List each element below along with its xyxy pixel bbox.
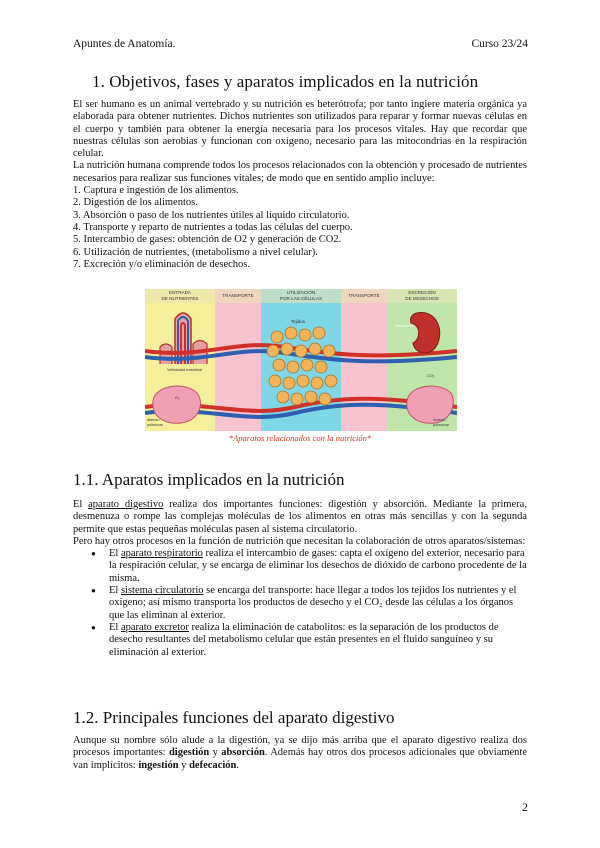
col3-line1: UTILIZACIÓN	[286, 290, 316, 295]
col3-line2: POR LAS CÉLULAS	[279, 296, 323, 301]
link-aparato-respiratorio: aparato respiratorio	[120, 548, 203, 560]
term-absorcion: absorción	[221, 747, 265, 759]
link-sistema-circulatorio: sistema circulatorio	[120, 585, 204, 597]
col1-line2: DE NUTRIENTES	[161, 296, 199, 301]
step-1: 1. Captura e ingestión de los alimentos.	[73, 185, 239, 197]
step-4: 4. Transporte y reparto de nutrientes a todas las células del cuerpo.	[73, 221, 353, 233]
section12-body	[73, 735, 527, 772]
label-alveolo-left-1: Alvéolo	[147, 418, 160, 422]
bullet-2-post: se encarga del transporte: hace llegar a todos los tejidos los nutrientes y el oxígeno; así mismo transporta los productos de desecho y el CO₂ desde las células a los órganos que las eliminan al exterior.	[109, 585, 517, 621]
section11-body	[73, 499, 527, 659]
nutrition-systems-figure	[145, 289, 457, 431]
systems-list	[73, 548, 527, 659]
col2-label: TRANSPORTE	[222, 293, 254, 298]
section12-title: 1.2. Principales funciones del aparato digestivo	[73, 708, 395, 727]
page-number: 2	[522, 800, 528, 814]
col1-line1: ENTRADA	[169, 290, 191, 295]
bullet-2-pre: El	[109, 585, 121, 597]
label-alveolo-left-2: pulmonar	[147, 423, 163, 427]
term-ingestion: ingestión	[138, 759, 179, 771]
label-co2: CO₂	[427, 373, 435, 378]
term-digestion: digestión	[168, 747, 210, 759]
step-2: 2. Digestión de los alimentos.	[73, 197, 198, 209]
s12-post: . Además hay otros dos procesos adicionales que obviamente van implícitos:	[73, 747, 528, 771]
col5-line1: EXCRECIÓN	[408, 290, 436, 295]
label-o2: O₂	[175, 395, 180, 400]
bullet-1-pre: El	[109, 548, 121, 560]
s12-pre: Aunque su nombre sólo alude a la digestión, ya se dijo más arriba que el aparato digestivo realiza dos procesos importantes:	[73, 735, 527, 759]
section1-paragraph-1: El ser humano es un animal vertebrado y su nutrición es heterótrofa; por tanto ingiere materia orgánica ya elaborada para obtener nutrientes. Dichos nutrientes son utilizados para reparar y formar nuevas células en el cuerpo y también para obtener la energía necesaria para los procesos vitales. Hay que recordar que nuestras células son aerobias y funcionan con oxígeno, necesario para las mitocondrias en la respiración celular.	[73, 99, 527, 160]
section11-paragraph-2: Pero hay otros procesos en la función de nutrición que necesitan la colaboración de otros aparatos/sistemas:	[73, 535, 526, 547]
s12-end: .	[236, 759, 239, 771]
section11-title: 1.1. Aparatos implicados en la nutrición	[73, 470, 345, 489]
link-aparato-excretor: aparato excretor	[120, 621, 189, 633]
label-alveolo-right-2: pulmonar	[433, 423, 449, 427]
s12-mid1: y	[209, 747, 222, 759]
col5-line2: DE DESECHOS	[405, 296, 439, 301]
header-left: Apuntes de Anatomía.	[73, 38, 176, 50]
header-right: Curso 23/24	[471, 38, 528, 50]
label-vellosidad: Vellosidad intestinal	[167, 367, 203, 372]
section1-paragraph-2: La nutrición humana comprende todos los procesos relacionados con la obtención y procesado de nutrientes necesarios para realizar sus funciones vitales; de modo que en sentido amplio incluye:	[73, 160, 527, 184]
section12-paragraph-1	[73, 735, 527, 772]
step-6: 6. Utilización de nutrientes, (metabolismo a nivel celular).	[73, 246, 318, 258]
figure-caption: *Aparatos relacionados con la nutrición*	[228, 433, 372, 443]
section11-paragraph-1	[73, 499, 527, 536]
list-item	[91, 622, 527, 659]
col4-label: TRANSPORTE	[348, 293, 380, 298]
label-desechos: Desechos	[395, 323, 413, 328]
p1-post: realiza dos importantes funciones: digestión y absorción. Mediante la primera, desmenuza o rompe las complejas moléculas de los alimentos en otras más sencillas y con la segunda permite que estas pequeñas moléculas pasen al sistema circulatorio.	[73, 499, 527, 535]
step-5: 5. Intercambio de gases: obtención de O2 y generación de CO2.	[73, 234, 342, 246]
list-item	[91, 548, 527, 585]
term-defecacion: defecación	[189, 759, 237, 771]
section1-body	[73, 99, 527, 271]
alveolus-right	[407, 386, 453, 423]
step-3: 3. Absorción o paso de los nutrientes útiles al líquido circulatorio.	[73, 209, 350, 221]
bullet-1-post: realiza el intercambio de gases: capta el oxígeno del exterior, necesario para la respiración celular, y se encarga de eliminar los desechos de dióxido de carbono procedente de la misma.	[109, 548, 527, 584]
list-item	[91, 585, 527, 622]
link-aparato-digestivo: aparato digestivo	[88, 499, 164, 510]
label-alveolo-right-1: Alvéolo	[433, 418, 446, 422]
section1-title: 1. Objetivos, fases y aparatos implicados en la nutrición	[92, 72, 479, 91]
bullet-3-pre: El	[109, 621, 121, 633]
bullet-3-post: realiza la eliminación de catabolitos: es la separación de los productos de desecho resultantes del metabolismo celular que están presentes en el fluido sanguíneo y su eliminación al exterior.	[109, 621, 499, 658]
label-tejidos: Tejidos	[291, 319, 306, 324]
step-7: 7. Excreción y/o eliminación de desechos.	[73, 258, 250, 270]
p1-pre: El	[73, 499, 89, 510]
alveolus-left	[153, 386, 201, 423]
s12-mid2: y	[178, 759, 190, 771]
